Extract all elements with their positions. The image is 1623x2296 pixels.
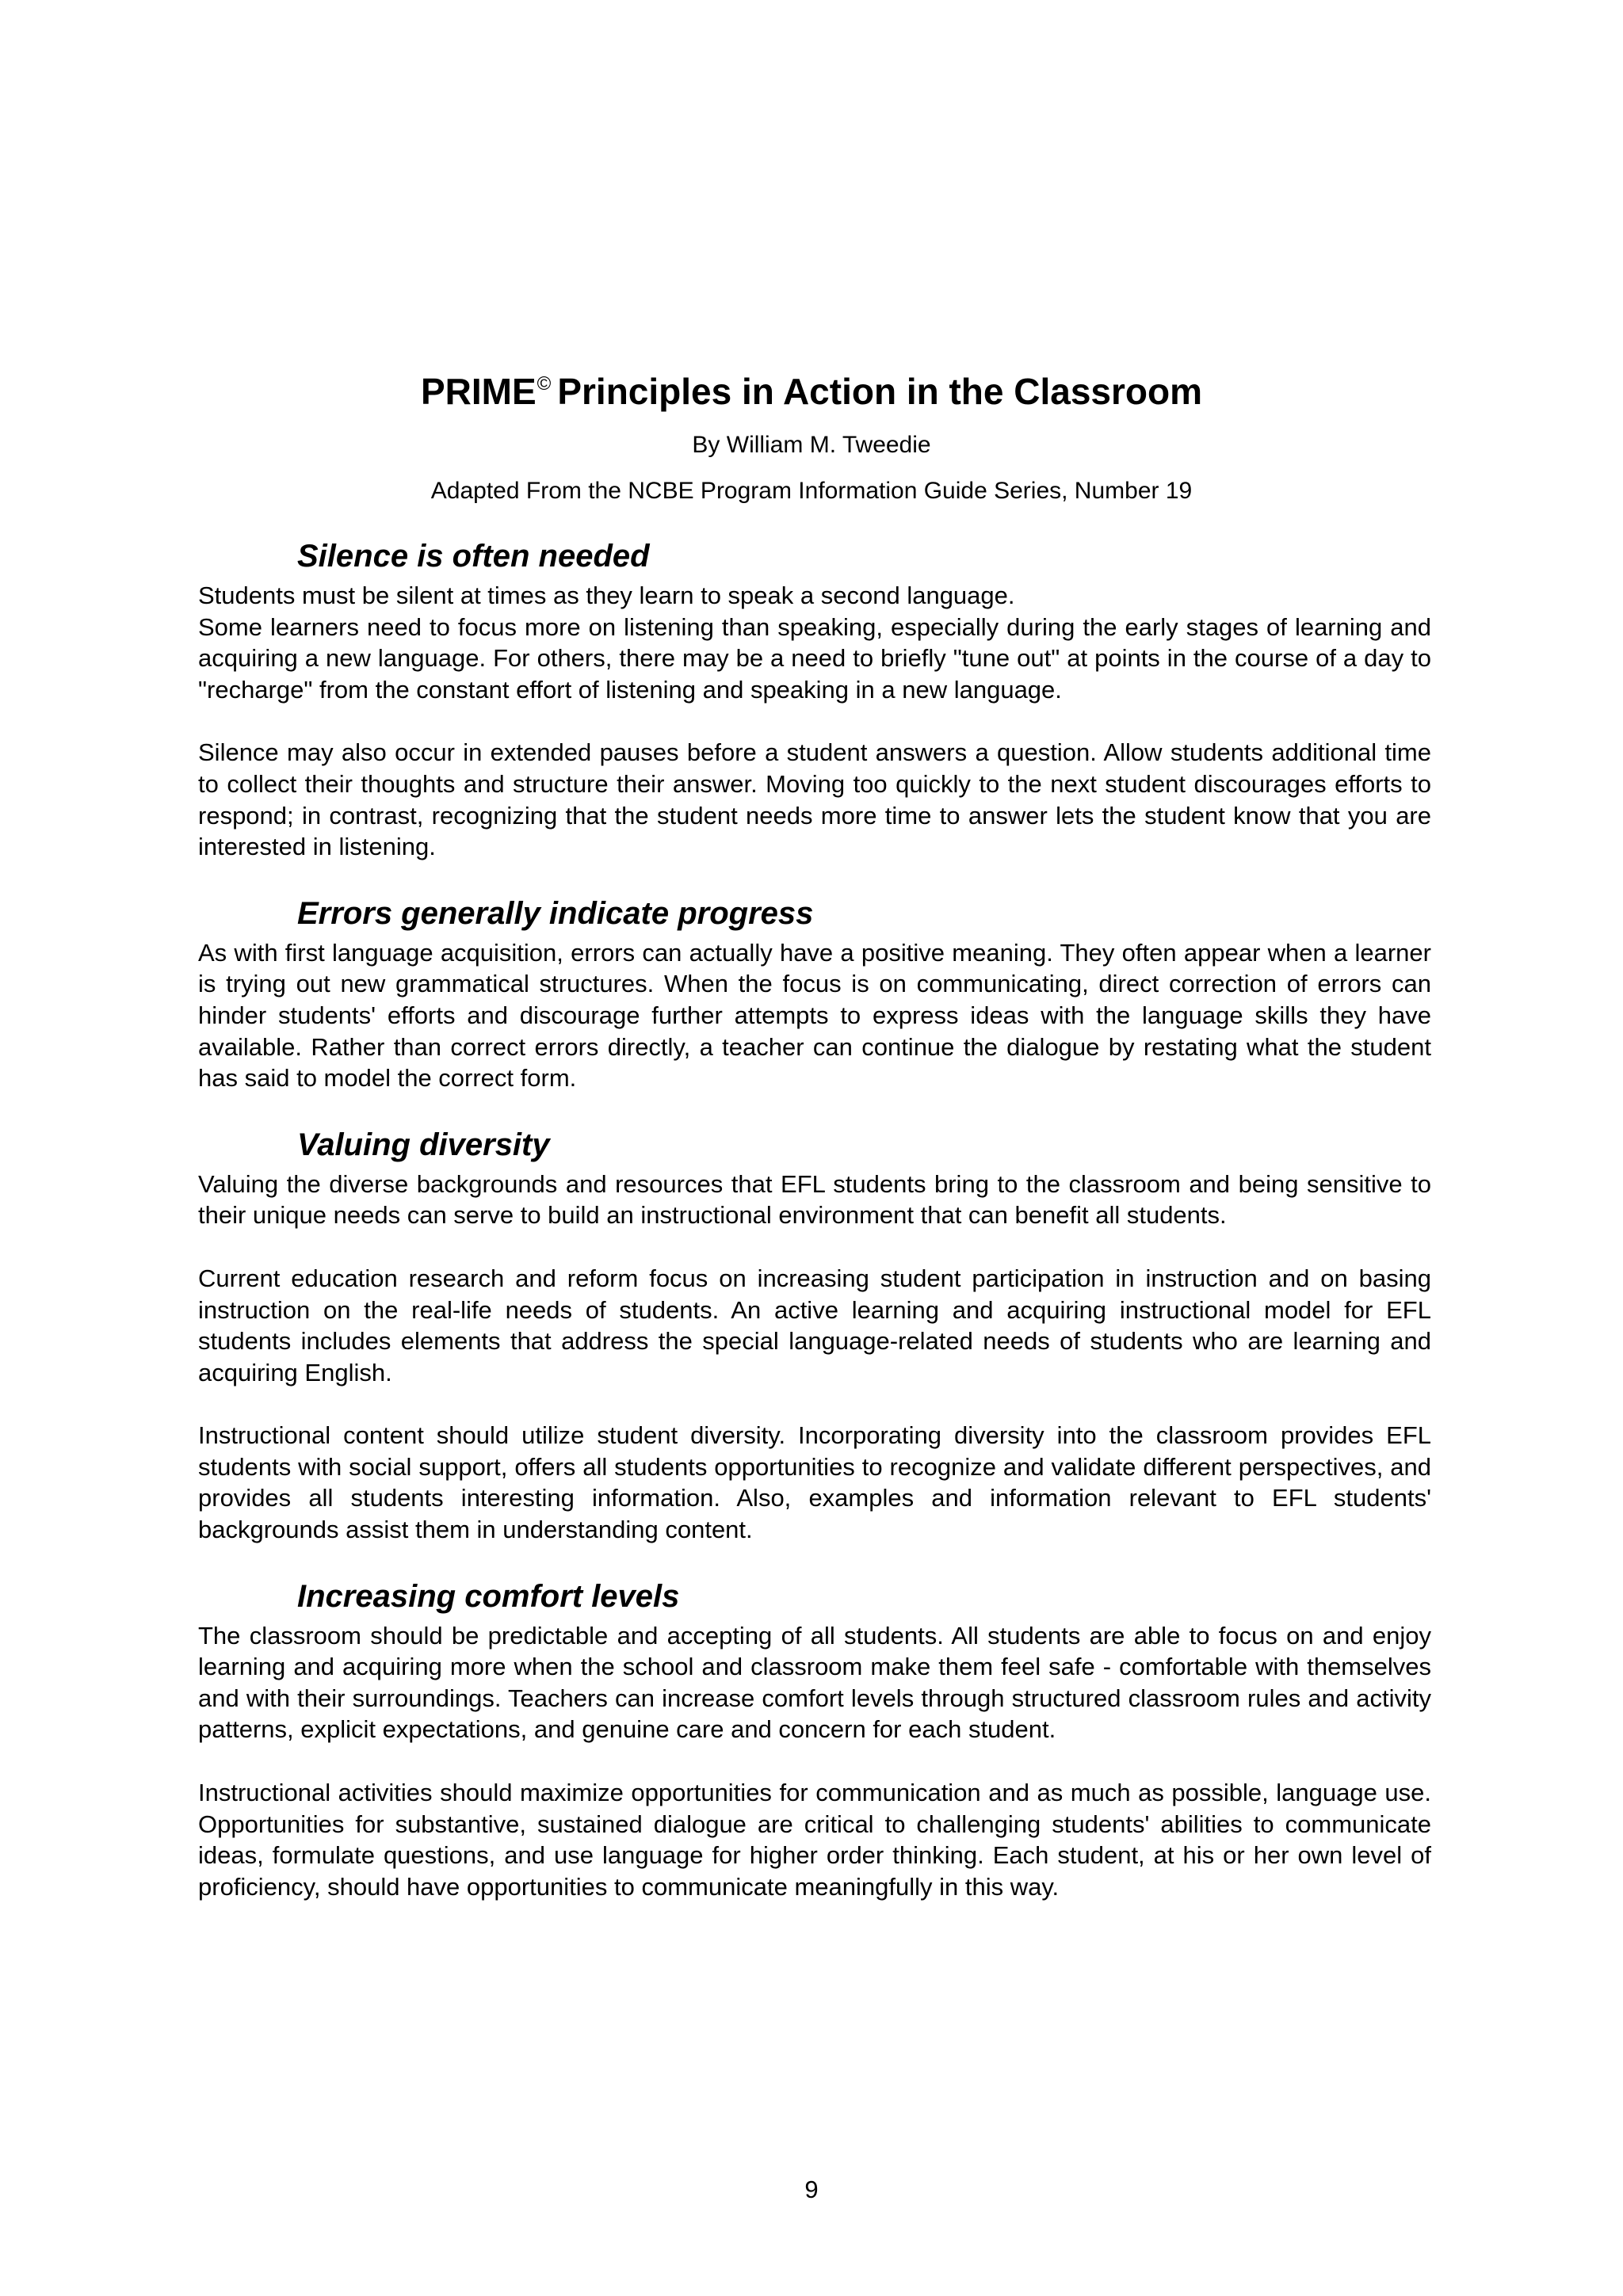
document-title: [0, 368, 1623, 415]
section-comfort: [198, 1576, 1431, 1903]
paragraph-spacer: [198, 1231, 1431, 1263]
source-note: Adapted From the NCBE Program Information Guide Series, Number 19: [430, 478, 1193, 504]
section-heading: Valuing diversity: [297, 1127, 550, 1162]
paragraph: Students must be silent at times as they learn to speak a second language.: [198, 582, 1015, 609]
section-heading: Silence is often needed: [297, 539, 650, 574]
paragraph-spacer: [198, 705, 1431, 737]
paragraph: As with first language acquisition, errors can actually have a positive meaning. They often appear when a learner is trying out new grammatical structures. When the focus is on communicating, direct correction of errors can hinder students' efforts and discourage further attempts to express ideas with the language skills they have available. Rather than correct errors directly, a teacher can continue the dialogue by restating what the student has said to model the correct form.: [198, 938, 1431, 1093]
section-heading: Increasing comfort levels: [297, 1578, 680, 1614]
title-main: PRIME: [420, 371, 537, 412]
paragraph: Some learners need to focus more on listening than speaking, especially during the early stages of learning and acquiring a new language. For others, there may be a need to briefly "tune out" at points in the course of a day to "recharge" from the constant effort of listening and speaking in a new language.: [198, 612, 1431, 704]
section-spacer: [198, 1094, 1431, 1124]
document-body: [198, 536, 1431, 1902]
section-spacer: [198, 1546, 1431, 1576]
paragraph: Silence may also occur in extended pauses before a student answers a question. Allow students additional time to collect their thoughts and structure their answer. Moving too quickly to the next student discourages efforts to respond; in contrast, recognizing that the student needs more time to answer lets the student know that you are interested in listening.: [198, 738, 1431, 861]
section-diversity: [198, 1124, 1431, 1546]
section-spacer: [198, 863, 1431, 893]
paragraph: The classroom should be predictable and accepting of all students. All students are able to focus on and enjoy learning and acquiring more when the school and classroom make them feel safe - comfortable with themselves and with their surroundings. Teachers can increase comfort levels through structured classroom rules and activity patterns, explicit expectations, and genuine care and concern for each student.: [198, 1621, 1431, 1744]
paragraph: Current education research and reform focus on increasing student participation in instruction and on basing instruction on the real-life needs of students. An active learning and acquiring instructional model for EFL students includes elements that address the special language-related needs of students who are learning and acquiring English.: [198, 1264, 1431, 1386]
section-heading: Errors generally indicate progress: [297, 895, 814, 931]
paragraph: Instructional content should utilize student diversity. Incorporating diversity into the classroom provides EFL students with social support, offers all students opportunities to recognize and validate different perspectives, and provides all students interesting information. Also, examples and information relevant to EFL students' backgrounds assist them in understanding content.: [198, 1421, 1431, 1544]
paragraph: Instructional activities should maximize opportunities for communication and as much as possible, language use. Opportunities for substantive, sustained dialogue are critical to challenging students' abilities to communicate ideas, formulate questions, and use language for higher order thinking. Each student, at his or her own level of proficiency, should have opportunities to communicate meaningfully in this way.: [198, 1779, 1431, 1901]
title-rest: Principles in Action in the Classroom: [557, 371, 1203, 412]
paragraph-spacer: [198, 1745, 1431, 1777]
paragraph-spacer: [198, 1388, 1431, 1420]
copyright-mark: ©: [537, 373, 552, 395]
section-silence: [198, 536, 1431, 863]
page-number: 9: [804, 2176, 819, 2203]
byline: By William M. Tweedie: [692, 432, 931, 458]
paragraph: Valuing the diverse backgrounds and resources that EFL students bring to the classroom and being sensitive to their unique needs can serve to build an instructional environment that can benefit all students.: [198, 1169, 1431, 1230]
section-errors: [198, 893, 1431, 1094]
